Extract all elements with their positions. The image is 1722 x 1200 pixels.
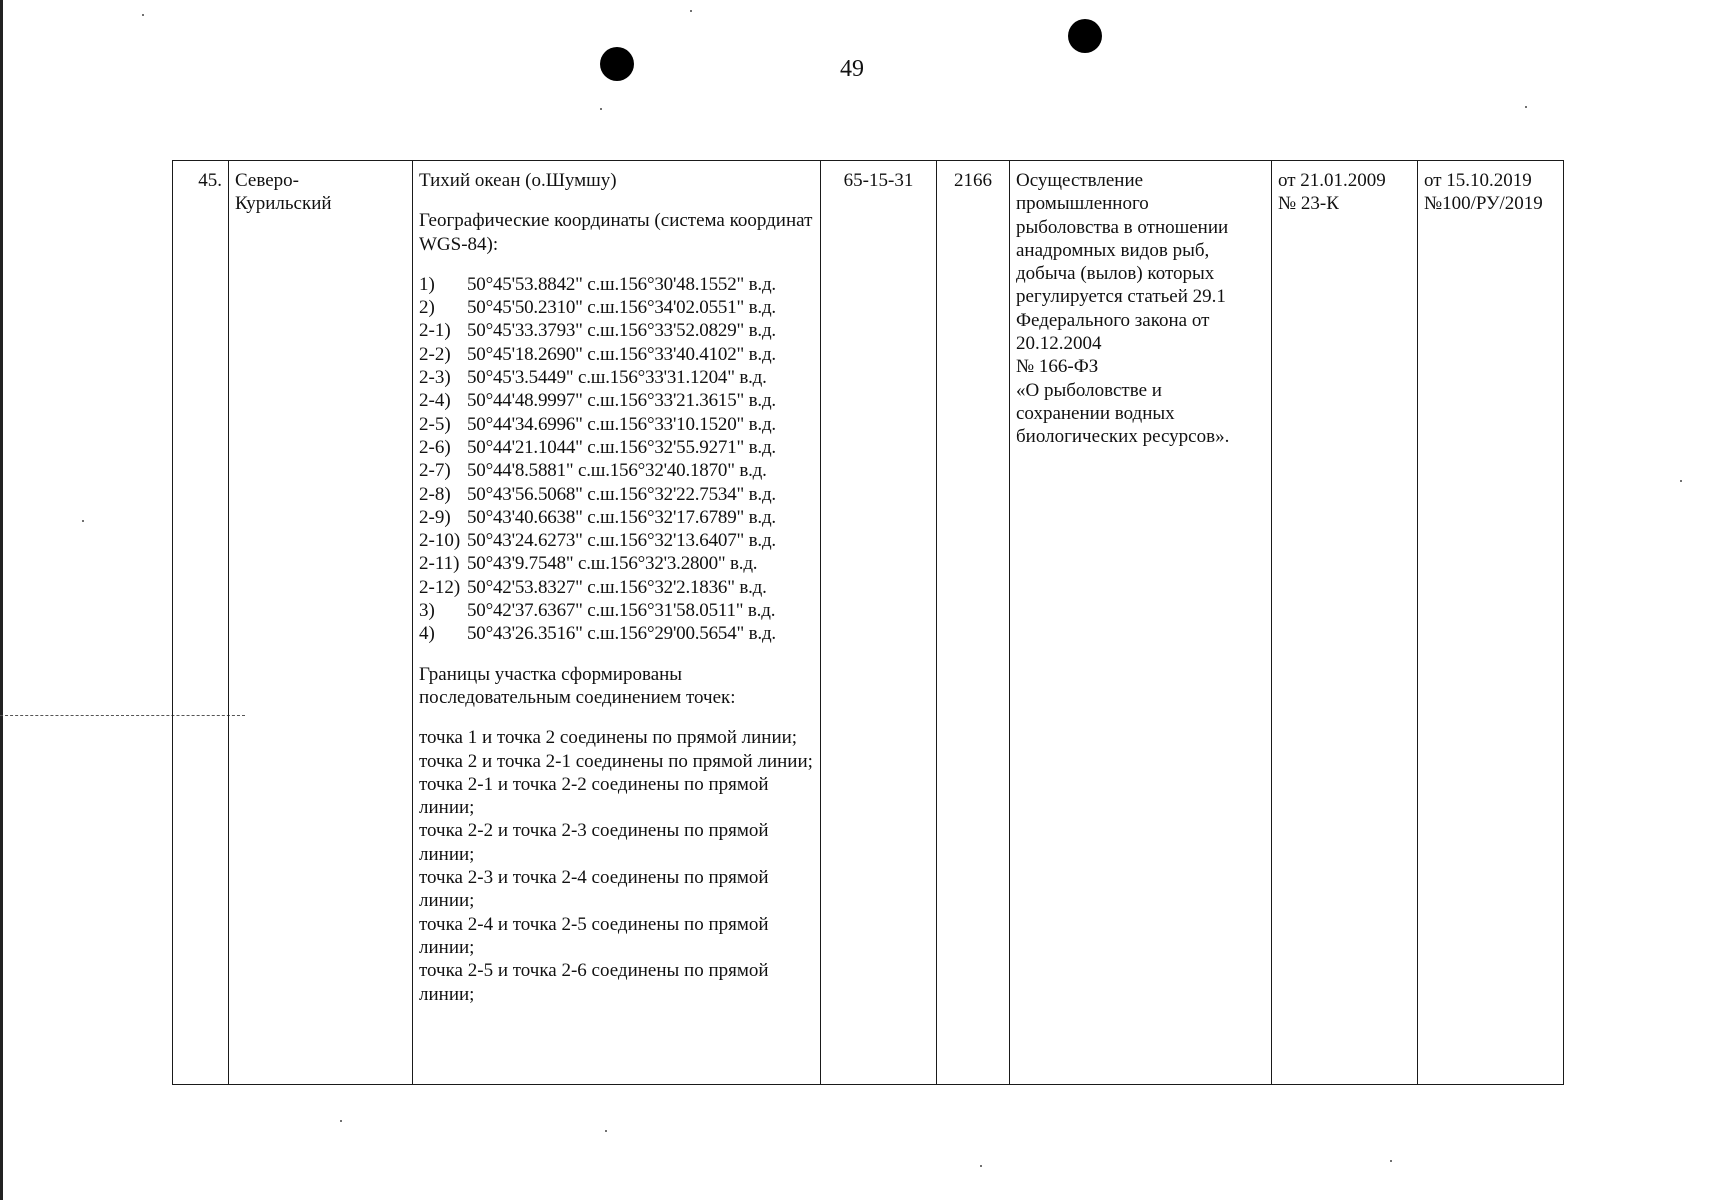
coordinate-value: 50°43'24.6273" с.ш.156°32'13.6407" в.д. — [467, 530, 776, 552]
purpose-line: № 166-ФЗ — [1016, 356, 1099, 378]
scan-speck — [980, 1165, 982, 1167]
coordinate-point-label: 2-5) — [419, 413, 451, 435]
area-size-cell — [937, 161, 1010, 1085]
area-size: 2166 — [954, 170, 992, 191]
coordinates-heading: Географические координаты (система координат WGS-84): — [419, 210, 813, 255]
coordinate-point-label: 2-10) — [419, 530, 461, 552]
coordinate-point-label: 2-12) — [419, 576, 461, 598]
coordinate-point-label: 2-11) — [419, 553, 460, 575]
decision-doc-number: № 23-К — [1278, 193, 1339, 215]
coordinate-row — [419, 599, 814, 622]
connection-item: точка 2-4 и точка 2-5 соединены по прямой линии; — [419, 913, 769, 958]
coordinate-value: 50°45'33.3793" с.ш.156°33'52.0829" в.д. — [467, 320, 776, 342]
scan-speck — [142, 14, 144, 16]
coordinate-value: 50°44'8.5881" с.ш.156°32'40.1870" в.д. — [467, 460, 767, 482]
purpose-line: Осуществление — [1016, 170, 1144, 191]
connection-item: точка 2-2 и точка 2-3 соединены по прямой линии; — [419, 820, 769, 865]
scan-speck — [1525, 106, 1527, 108]
purpose-line: регулируется статьей 29.1 — [1016, 286, 1226, 308]
purpose-cell — [1010, 161, 1272, 1085]
district-name-line: Курильский — [235, 193, 332, 215]
change-doc-number: №100/РУ/2019 — [1424, 193, 1543, 215]
decision-doc-date: от 21.01.2009 — [1278, 170, 1386, 191]
scan-speck — [1390, 1160, 1392, 1162]
change-doc-date: от 15.10.2019 — [1424, 170, 1532, 191]
coordinate-point-label: 2-7) — [419, 460, 451, 482]
purpose-line: добыча (вылов) которых — [1016, 263, 1215, 285]
coordinate-row — [419, 319, 814, 342]
area-code-cell — [821, 161, 937, 1085]
purpose-line: рыболовства в отношении — [1016, 216, 1229, 238]
purpose-line: анадромных видов рыб, — [1016, 239, 1210, 261]
area-code: 65-15-31 — [843, 170, 914, 191]
coordinate-point-label: 4) — [419, 623, 435, 645]
coordinate-row — [419, 552, 814, 575]
purpose-text — [1016, 169, 1265, 449]
purpose-line: Федерального закона от — [1016, 309, 1210, 331]
coordinate-row — [419, 622, 814, 645]
coordinate-point-label: 3) — [419, 600, 435, 622]
fishing-area-table — [172, 160, 1564, 1085]
coordinate-point-label: 2-6) — [419, 436, 451, 458]
coordinate-point-label: 2-9) — [419, 506, 451, 528]
coordinate-row — [419, 436, 814, 459]
coordinate-row — [419, 576, 814, 599]
coordinate-row — [419, 506, 814, 529]
scan-speck — [605, 1130, 607, 1132]
coordinate-point-label: 1) — [419, 273, 435, 295]
coordinate-value: 50°45'53.8842" с.ш.156°30'48.1552" в.д. — [467, 273, 776, 295]
coordinates-list — [419, 273, 814, 646]
coordinate-value: 50°43'9.7548" с.ш.156°32'3.2800" в.д. — [467, 553, 758, 575]
purpose-line: 20.12.2004 — [1016, 333, 1102, 355]
coordinate-row — [419, 273, 814, 296]
boundary-heading: Границы участка сформированы последовательным соединением точек: — [419, 663, 736, 708]
coordinate-value: 50°44'34.6996" с.ш.156°33'10.1520" в.д. — [467, 413, 776, 435]
coordinate-point-label: 2-3) — [419, 367, 451, 389]
coordinate-row — [419, 296, 814, 319]
connection-item: точка 1 и точка 2 соединены по прямой линии; — [419, 727, 798, 749]
coordinate-value: 50°44'21.1044" с.ш.156°32'55.9271" в.д. — [467, 436, 776, 458]
decision-doc-cell — [1272, 161, 1418, 1085]
coordinate-row — [419, 413, 814, 436]
connection-item: точка 2-5 и точка 2-6 соединены по прямой линии; — [419, 960, 769, 1005]
connection-item: точка 2-3 и точка 2-4 соединены по прямой линии; — [419, 867, 769, 912]
coordinate-value: 50°42'53.8327" с.ш.156°32'2.1836" в.д. — [467, 576, 767, 598]
coordinate-value: 50°43'26.3516" с.ш.156°29'00.5654" в.д. — [467, 623, 776, 645]
coordinate-point-label: 2) — [419, 297, 435, 319]
purpose-line: биологических ресурсов». — [1016, 426, 1230, 448]
coordinate-row — [419, 366, 814, 389]
punch-hole-right — [1068, 19, 1102, 53]
page-number: 49 — [840, 56, 864, 82]
coordinate-value: 50°45'3.5449" с.ш.156°33'31.1204" в.д. — [467, 367, 767, 389]
connection-item: точка 2-1 и точка 2-2 соединены по прямой линии; — [419, 773, 769, 819]
scan-speck — [1680, 480, 1682, 482]
coordinate-point-label: 2-1) — [419, 320, 451, 342]
scan-speck — [690, 10, 692, 12]
coordinate-point-label: 2-4) — [419, 390, 451, 412]
district-name-line: Северо- — [235, 170, 299, 191]
coordinate-value: 50°43'40.6638" с.ш.156°32'17.6789" в.д. — [467, 506, 776, 528]
coordinate-value: 50°43'56.5068" с.ш.156°32'22.7534" в.д. — [467, 483, 776, 505]
connections-list — [419, 726, 814, 1006]
punch-hole-left — [600, 47, 634, 81]
change-doc-cell — [1418, 161, 1564, 1085]
area-title: Тихий океан (о.Шумшу) — [419, 170, 617, 191]
coordinate-row — [419, 483, 814, 506]
coordinate-point-label: 2-2) — [419, 343, 451, 365]
connection-item: точка 2 и точка 2-1 соединены по прямой линии; — [419, 750, 813, 772]
coordinate-value: 50°45'18.2690" с.ш.156°33'40.4102" в.д. — [467, 343, 776, 365]
coordinate-row — [419, 459, 814, 482]
scan-speck — [340, 1120, 342, 1122]
scan-left-edge — [0, 0, 3, 1200]
coordinate-point-label: 2-8) — [419, 483, 451, 505]
coordinate-row — [419, 389, 814, 412]
scan-speck — [82, 520, 84, 522]
table-row — [173, 161, 1564, 1085]
district-cell — [229, 161, 413, 1085]
purpose-line: «О рыболовстве и — [1016, 379, 1162, 401]
coordinate-row — [419, 343, 814, 366]
area-description-cell — [413, 161, 821, 1085]
row-number-cell — [173, 161, 229, 1085]
coordinate-value: 50°42'37.6367" с.ш.156°31'58.0511" в.д. — [467, 600, 776, 622]
row-number: 45. — [198, 170, 222, 191]
purpose-line: промышленного — [1016, 193, 1149, 215]
coordinate-row — [419, 529, 814, 552]
coordinate-value: 50°45'50.2310" с.ш.156°34'02.0551" в.д. — [467, 297, 776, 319]
scan-speck — [600, 108, 602, 110]
purpose-line: сохранении водных — [1016, 402, 1175, 424]
coordinate-value: 50°44'48.9997" с.ш.156°33'21.3615" в.д. — [467, 390, 776, 412]
